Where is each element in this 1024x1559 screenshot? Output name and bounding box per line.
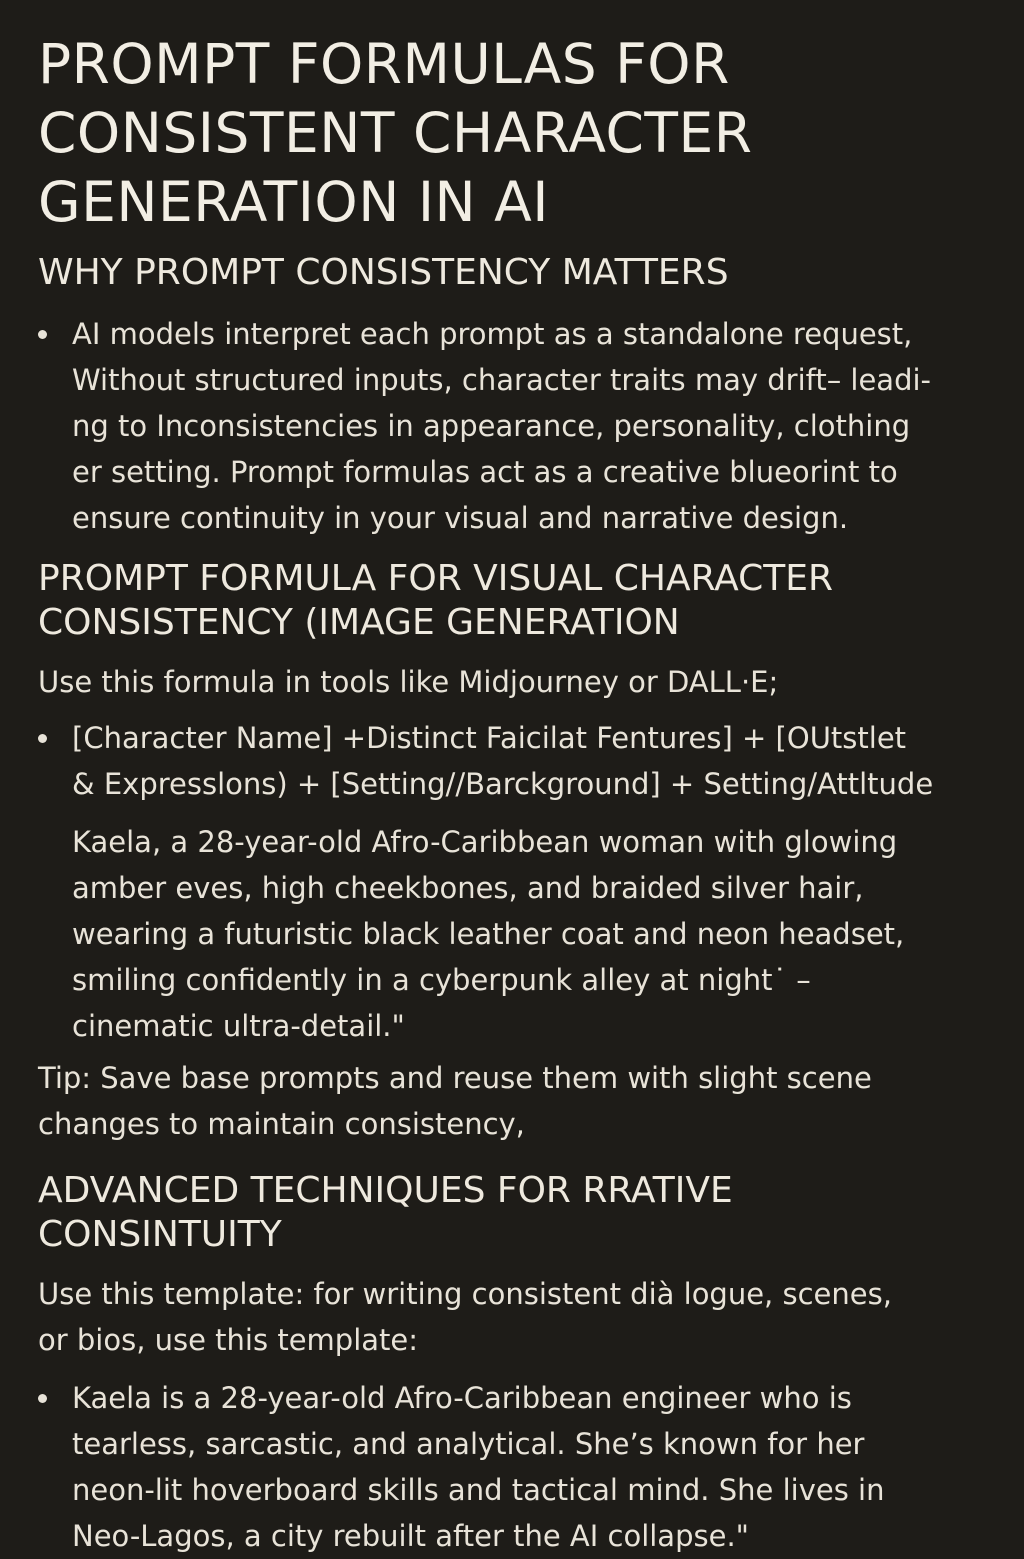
formula-intro: Use this formula in tools like Midjourney or DALL·E; bbox=[38, 665, 779, 699]
tip-text: Tip: Save base prompts and reuse them with slight scene changes to maintain consistency, bbox=[38, 1061, 872, 1141]
bullet-formula bbox=[38, 715, 998, 807]
example-prompt bbox=[38, 819, 998, 1049]
title-line-1: PROMPT FORMULAS FOR bbox=[38, 32, 730, 96]
example-text: Kaela, a 28-year-old Afro-Caribbean woman with glowing amber eves, high cheekbones, and braided silver hair, wearing a futuristic black leather coat and neon headset, smiling confidently in a cyberpunk alley at night˙ – cinematic ultra-detail." bbox=[72, 825, 905, 1043]
title-line-2: CONSISTENT CHARACTER bbox=[38, 101, 753, 165]
page-title bbox=[38, 30, 998, 237]
template-example-text: Kaela is a 28-year-old Afro-Caribbean engineer who is tearless, sarcastic, and analytical. She’s known for her neon-lit hoverboard skills and tactical mind. She lives in Neo-Lagos, a city rebuilt after the AI collapse." bbox=[72, 1381, 885, 1553]
bullet-dot bbox=[38, 734, 47, 743]
section-heading-why-consistency: WHY PROMPT CONSISTENCY MATTERS bbox=[38, 252, 729, 293]
section-heading-advanced-techniques: ADVANCED TECHNIQUES FOR RRATIVE CONSINTUITY bbox=[38, 1170, 733, 1255]
bullet-dot bbox=[38, 1394, 47, 1403]
bullet-text: AI models interpret each prompt as a standalone request, Without structured inputs, character traits may drift– leadi- ng to Inconsistencies in appearance, personality, clothing er setting. Prompt formulas act as a creative blueorint to ensure continuity in your visual and narrative design. bbox=[72, 317, 932, 535]
template-intro: Use this template: for writing consistent dià logue, scenes, or bios, use this template: bbox=[38, 1277, 892, 1357]
bullet-template-example bbox=[38, 1375, 998, 1559]
title-line-3: GENERATION IN AI bbox=[38, 170, 550, 234]
document-page bbox=[38, 30, 998, 1559]
section-heading-visual-formula: PROMPT FORMULA FOR VISUAL CHARACTER CONSISTENCY (IMAGE GENERATION bbox=[38, 558, 834, 643]
formula-text: [Character Name] +Distinct Faicilat Fentures] + [OUtstlet & Expresslons) + [Setting//Barckground] + Setting/Attltude bbox=[72, 721, 934, 801]
bullet-dot bbox=[38, 330, 47, 339]
bullet-why-consistency bbox=[38, 311, 998, 541]
